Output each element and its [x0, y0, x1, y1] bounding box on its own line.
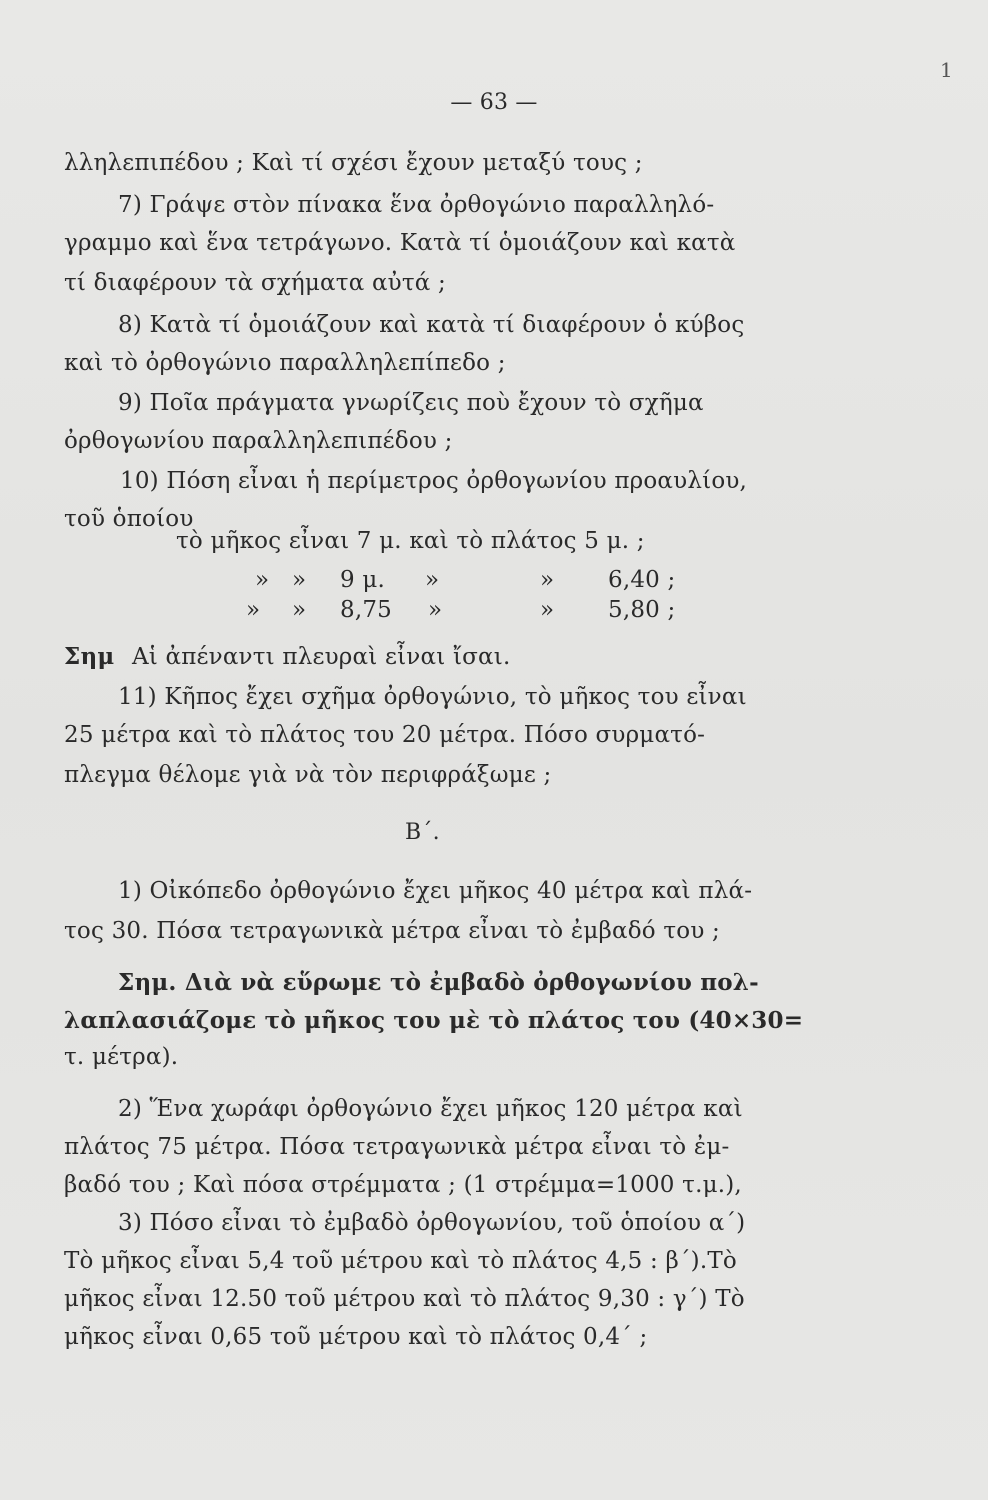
text-line: 11) Κῆπος ἔχει σχῆμα ὀρθογώνιο, τὸ μῆκος του εἶναι — [118, 684, 747, 710]
note-line-bold: Σημ. Διὰ νὰ εὕρωμε τὸ ἐμβαδὸ ὀρθογωνίου πολ- — [118, 969, 759, 996]
text-line: τὸ μῆκος εἶναι 7 μ. καὶ τὸ πλάτος 5 μ. ; — [176, 528, 645, 554]
note-text: Αἱ ἀπέναντι πλευραὶ εἶναι ἴσαι. — [131, 644, 511, 670]
ditto-mark: » — [428, 597, 443, 623]
length-value: 8,75 — [340, 597, 393, 623]
text-line: 3) Πόσο εἶναι τὸ ἐμβαδὸ ὀρθογωνίου, τοῦ ὁποίου α΄) — [118, 1210, 746, 1236]
text-line: Τὸ μῆκος εἶναι 5,4 τοῦ μέτρου καὶ τὸ πλάτος 4,5 : β΄).Τὸ — [64, 1248, 737, 1274]
text-line: μῆκος εἶναι 12.50 τοῦ μέτρου καὶ τὸ πλάτος 9,30 : γ΄) Τὸ — [64, 1286, 745, 1312]
ditto-mark: » — [292, 567, 307, 593]
text-line: μῆκος εἶναι 0,65 τοῦ μέτρου καὶ τὸ πλάτος 0,4΄ ; — [64, 1324, 648, 1350]
text-line: 25 μέτρα καὶ τὸ πλάτος του 20 μέτρα. Πόσο συρματό- — [64, 722, 706, 748]
ditto-mark: » — [425, 567, 440, 593]
note-line — [64, 642, 988, 672]
text-line: 9) Ποῖα πράγματα γνωρίζεις ποὺ ἔχουν τὸ σχῆμα — [118, 390, 704, 416]
text-line: 7) Γράψε στὸν πίνακα ἕνα ὀρθογώνιο παραλληλό- — [118, 192, 715, 218]
text-line: 2) Ἕνα χωράφι ὀρθογώνιο ἔχει μῆκος 120 μέτρα καὶ — [118, 1096, 743, 1122]
note-label: Σημ — [64, 643, 115, 670]
ditto-mark: » — [292, 597, 307, 623]
text-line: τί διαφέρουν τὰ σχήματα αὐτά ; — [64, 270, 446, 296]
text-line: καὶ τὸ ὀρθογώνιο παραλληλεπίπεδο ; — [64, 350, 506, 376]
section-heading: Β΄. — [405, 820, 440, 845]
ditto-mark: » — [540, 567, 555, 593]
text-line: τοῦ ὁποίου — [64, 506, 194, 532]
text-line: πλάτος 75 μέτρα. Πόσα τετραγωνικὰ μέτρα εἶναι τὸ ἐμ- — [64, 1134, 730, 1160]
text-line: βαδό του ; Καὶ πόσα στρέμματα ; (1 στρέμμα=1000 τ.μ.), — [64, 1172, 742, 1198]
page-number: — 63 — — [450, 90, 538, 115]
text-line: 8) Κατὰ τί ὁμοιάζουν καὶ κατὰ τί διαφέρουν ὁ κύβος — [118, 312, 745, 338]
ditto-mark: » — [255, 567, 270, 593]
text-line: λληλεπιπέδου ; Καὶ τί σχέσι ἔχουν μεταξύ τους ; — [64, 150, 643, 176]
text-line: 10) Πόση εἶναι ἡ περίμετρος ὀρθογωνίου προαυλίου, — [120, 468, 748, 494]
width-value: 6,40 ; — [608, 567, 676, 593]
text-line: ὀρθογωνίου παραλληλεπιπέδου ; — [64, 428, 453, 454]
note-line: τ. μέτρα). — [64, 1044, 179, 1070]
note-line-bold: λαπλασιάζομε τὸ μῆκος του μὲ τὸ πλάτος του (40×30= — [64, 1007, 804, 1034]
text-line: γραμμο καὶ ἕνα τετράγωνο. Κατὰ τί ὁμοιάζουν καὶ κατὰ — [64, 230, 736, 256]
corner-mark: 1 — [940, 58, 953, 82]
text-line: πλεγμα θέλομε γιὰ νὰ τὸν περιφράξωμε ; — [64, 762, 552, 788]
length-value: 9 μ. — [340, 567, 386, 593]
width-value: 5,80 ; — [608, 597, 676, 623]
ditto-mark: » — [540, 597, 555, 623]
text-line: 1) Οἰκόπεδο ὀρθογώνιο ἔχει μῆκος 40 μέτρα καὶ πλά- — [118, 878, 753, 904]
text-line: τος 30. Πόσα τετραγωνικὰ μέτρα εἶναι τὸ ἐμβαδό του ; — [64, 918, 720, 944]
ditto-mark: » — [246, 597, 261, 623]
